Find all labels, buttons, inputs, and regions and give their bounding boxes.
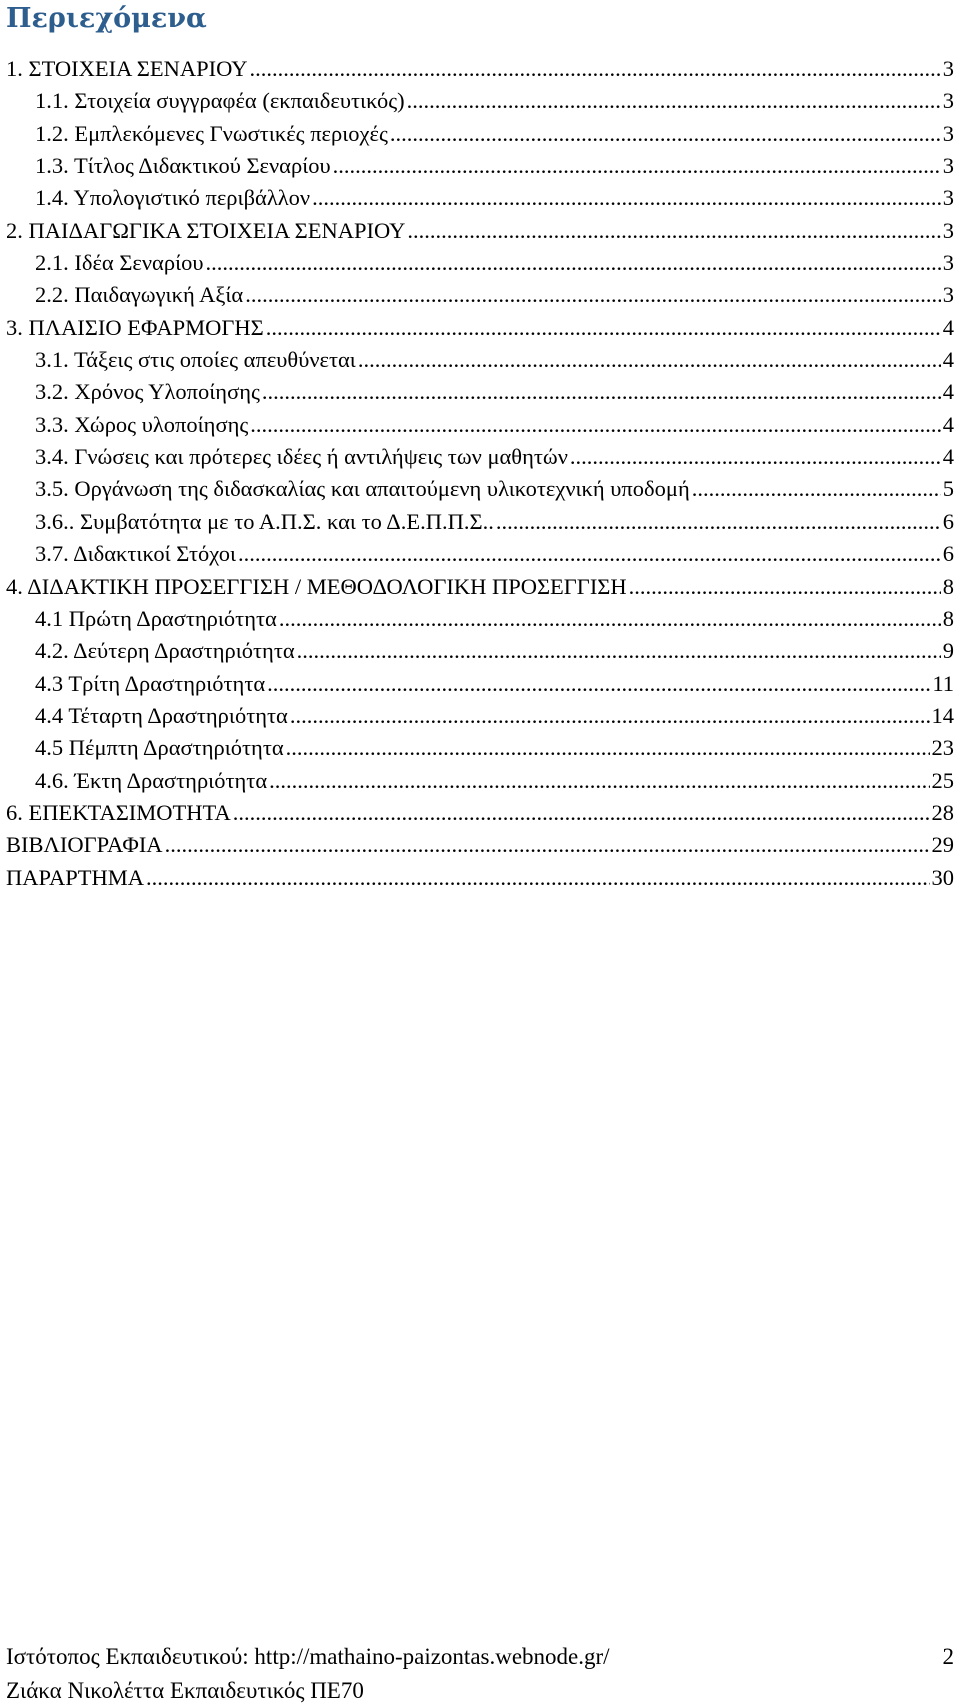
- toc-dot-leader: [407, 90, 941, 108]
- toc-entry[interactable]: [6, 444, 954, 476]
- toc-entry-label: 4.4 Τέταρτη Δραστηριότητα: [35, 702, 288, 728]
- toc-entry-label: 3.3. Χώρος υλοποίησης: [35, 411, 249, 437]
- toc-dot-leader: [333, 155, 941, 173]
- toc-entry-label: 3.1. Τάξεις στις οποίες απευθύνεται: [35, 347, 356, 373]
- toc-entry-page-number: 4: [942, 411, 954, 437]
- toc-entry[interactable]: [6, 250, 954, 282]
- toc-entry[interactable]: [6, 606, 954, 638]
- toc-dot-leader: [245, 284, 941, 302]
- footer-author: Ζιάκα Νικολέττα Εκπαιδευτικός ΠΕ70: [6, 1678, 364, 1703]
- toc-entry-page-number: 8: [942, 605, 954, 631]
- page-footer: [6, 1640, 954, 1708]
- footer-website: Ιστότοπος Εκπαιδευτικού: http://mathaino-paizontas.webnode.gr/: [6, 1644, 610, 1669]
- toc-entry-page-number: 11: [932, 670, 954, 696]
- toc-entry[interactable]: [6, 671, 954, 703]
- toc-entry[interactable]: [6, 768, 954, 800]
- toc-entry-label: 3. ΠΛΑΙΣΙΟ ΕΦΑΡΜΟΓΗΣ: [6, 314, 264, 340]
- toc-dot-leader: [279, 608, 941, 626]
- toc-dot-leader: [570, 446, 941, 464]
- toc-entry-page-number: 29: [931, 832, 954, 858]
- toc-entry[interactable]: [6, 412, 954, 444]
- toc-dot-leader: [165, 834, 930, 852]
- toc-entry[interactable]: [6, 315, 954, 347]
- footer-line-author: [6, 1674, 954, 1708]
- toc-entry-page-number: 3: [942, 282, 954, 308]
- toc-entry-label: 1.1. Στοιχεία συγγραφέα (εκπαιδευτικός): [35, 88, 405, 114]
- toc-dot-leader: [496, 511, 941, 529]
- toc-entry-label: 3.6.. Συμβατότητα με το Α.Π.Σ. και το Δ.Ε.Π.Π.Σ..: [35, 508, 494, 534]
- toc-dot-leader: [297, 640, 941, 658]
- toc-dot-leader: [629, 576, 941, 594]
- toc-entry-page-number: 4: [942, 314, 954, 340]
- toc-dot-leader: [262, 381, 941, 399]
- toc-dot-leader: [266, 317, 941, 335]
- toc-entry-label: ΒΙΒΛΙΟΓΡΑΦΙΑ: [6, 832, 163, 858]
- toc-dot-leader: [290, 705, 930, 723]
- toc-dot-leader: [250, 414, 940, 432]
- toc-dot-leader: [233, 802, 930, 820]
- toc-entry[interactable]: [6, 541, 954, 573]
- table-of-contents: [6, 56, 954, 897]
- toc-entry-page-number: 8: [942, 573, 954, 599]
- toc-entry-page-number: 14: [931, 702, 954, 728]
- toc-dot-leader: [238, 543, 941, 561]
- toc-entry-page-number: 3: [942, 88, 954, 114]
- toc-entry-label: 2. ΠΑΙΔΑΓΩΓΙΚΑ ΣΤΟΙΧΕΙΑ ΣΕΝΑΡΙΟΥ: [6, 217, 406, 243]
- toc-entry-page-number: 3: [942, 185, 954, 211]
- toc-entry[interactable]: [6, 735, 954, 767]
- toc-entry[interactable]: [6, 865, 954, 897]
- toc-entry-label: 3.4. Γνώσεις και πρότερες ιδέες ή αντιλήψεις των μαθητών: [35, 444, 568, 470]
- toc-entry-label: 3.5. Οργάνωση της διδασκαλίας και απαιτούμενη υλικοτεχνική υποδομή: [35, 476, 690, 502]
- toc-entry-page-number: 3: [942, 217, 954, 243]
- toc-dot-leader: [390, 123, 941, 141]
- toc-entry-page-number: 3: [942, 250, 954, 276]
- toc-dot-leader: [206, 252, 941, 270]
- toc-entry[interactable]: [6, 703, 954, 735]
- toc-dot-leader: [267, 673, 930, 691]
- toc-entry[interactable]: [6, 153, 954, 185]
- toc-entry-page-number: 25: [931, 767, 954, 793]
- toc-dot-leader: [146, 867, 930, 885]
- toc-entry-label: 2.1. Ιδέα Σεναρίου: [35, 250, 204, 276]
- toc-entry-label: ΠΑΡΑΡΤΗΜΑ: [6, 864, 144, 890]
- toc-entry[interactable]: [6, 800, 954, 832]
- toc-entry-label: 4.5 Πέμπτη Δραστηριότητα: [35, 735, 284, 761]
- toc-entry-label: 2.2. Παιδαγωγική Αξία: [35, 282, 244, 308]
- toc-entry[interactable]: [6, 509, 954, 541]
- toc-entry-page-number: 4: [942, 379, 954, 405]
- toc-entry-label: 3.7. Διδακτικοί Στόχοι: [35, 541, 237, 567]
- toc-dot-leader: [407, 220, 940, 238]
- toc-entry[interactable]: [6, 282, 954, 314]
- toc-entry-label: 6. ΕΠΕΚΤΑΣΙΜΟΤΗΤΑ: [6, 799, 231, 825]
- toc-entry-page-number: 30: [931, 864, 954, 890]
- toc-entry-page-number: 28: [931, 799, 954, 825]
- toc-entry[interactable]: [6, 88, 954, 120]
- toc-entry[interactable]: [6, 56, 954, 88]
- toc-entry[interactable]: [6, 185, 954, 217]
- toc-dot-leader: [358, 349, 941, 367]
- toc-entry-label: 1.3. Τίτλος Διδακτικού Σεναρίου: [35, 153, 331, 179]
- footer-page-number: 2: [942, 1644, 954, 1669]
- toc-entry[interactable]: [6, 218, 954, 250]
- toc-entry-page-number: 3: [942, 153, 954, 179]
- toc-entry-label: 4. ΔΙΔΑΚΤΙΚΗ ΠΡΟΣΕΓΓΙΣΗ / ΜΕΘΟΔΟΛΟΓΙΚΗ ΠΡΟΣΕΓΓΙΣΗ: [6, 573, 627, 599]
- toc-entry[interactable]: [6, 347, 954, 379]
- toc-entry-page-number: 4: [942, 347, 954, 373]
- toc-entry-label: 4.2. Δεύτερη Δραστηριότητα: [35, 638, 295, 664]
- toc-entry-label: 1.2. Εμπλεκόμενες Γνωστικές περιοχές: [35, 120, 388, 146]
- toc-entry-label: 4.1 Πρώτη Δραστηριότητα: [35, 605, 277, 631]
- toc-title: Περιεχόμενα: [6, 3, 207, 34]
- toc-entry[interactable]: [6, 574, 954, 606]
- toc-entry[interactable]: [6, 121, 954, 153]
- toc-entry-page-number: 3: [942, 120, 954, 146]
- toc-entry-page-number: 6: [942, 541, 954, 567]
- toc-entry[interactable]: [6, 476, 954, 508]
- toc-dot-leader: [269, 770, 929, 788]
- toc-entry[interactable]: [6, 832, 954, 864]
- toc-entry-page-number: 4: [942, 444, 954, 470]
- toc-dot-leader: [312, 187, 941, 205]
- toc-dot-leader: [250, 58, 941, 76]
- toc-entry-page-number: 23: [931, 735, 954, 761]
- toc-entry-label: 4.6. Έκτη Δραστηριότητα: [35, 767, 268, 793]
- toc-dot-leader: [692, 478, 941, 496]
- toc-entry-label: 1.4. Υπολογιστικό περιβάλλον: [35, 185, 311, 211]
- toc-entry[interactable]: [6, 638, 954, 670]
- footer-line-website: [6, 1640, 954, 1674]
- toc-entry-page-number: 5: [942, 476, 954, 502]
- toc-entry[interactable]: [6, 379, 954, 411]
- toc-entry-label: 3.2. Χρόνος Υλοποίησης: [35, 379, 260, 405]
- toc-entry-label: 4.3 Τρίτη Δραστηριότητα: [35, 670, 266, 696]
- toc-dot-leader: [286, 737, 930, 755]
- toc-entry-page-number: 6: [942, 508, 954, 534]
- toc-entry-page-number: 9: [942, 638, 954, 664]
- toc-entry-label: 1. ΣΤΟΙΧΕΙΑ ΣΕΝΑΡΙΟΥ: [6, 56, 248, 81]
- toc-entry-page-number: 3: [942, 56, 954, 81]
